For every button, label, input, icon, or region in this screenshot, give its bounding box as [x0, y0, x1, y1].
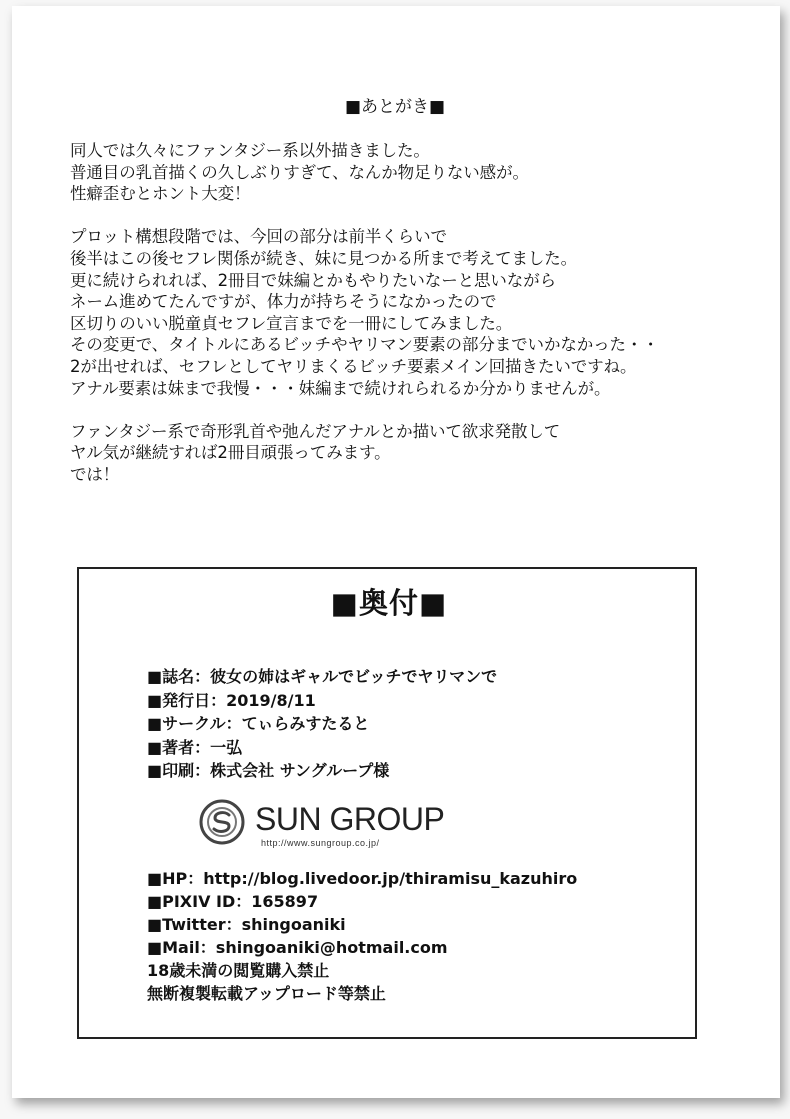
contact-hp: ■HP：http://blog.livedoor.jp/thiramisu_kazuhiro [147, 869, 578, 888]
contact-pixiv: ■PIXIV ID：165897 [147, 892, 319, 911]
afterword-line: 更に続けられれば、2冊目で妹編とかもやりたいなーと思いながら [70, 270, 556, 290]
contact-twitter: ■Twitter：shingoaniki [147, 915, 346, 934]
notice-age: 18歳未満の閲覧購入禁止 [147, 961, 330, 980]
afterword-title: ■あとがき■ [344, 97, 446, 117]
afterword-line: 区切りのいい脱童貞セフレ宣言までを一冊にしてみました。 [70, 313, 513, 333]
info-circle: ■サークル：てぃらみすたると [147, 714, 370, 733]
afterword-line: プロット構想段階では、今回の部分は前半くらいで [70, 227, 447, 247]
sun-group-logo-text: SUN GROUP [255, 801, 445, 837]
publication-info [147, 665, 497, 783]
contact-mail: ■Mail：shingoaniki@hotmail.com [147, 938, 448, 957]
afterword-body [70, 140, 750, 486]
info-author: ■著者：一弘 [147, 737, 243, 757]
afterword-line: 普通目の乳首描くの久しぶりすぎて、なんか物足りない感が。 [70, 162, 529, 182]
afterword-line: その変更で、タイトルにあるビッチやヤリマン要素の部分までいかなかった・・ [70, 335, 659, 355]
sun-group-logo-icon [199, 799, 245, 845]
afterword-line: ヤル気が継続すれば2冊目頑張ってみます。 [70, 443, 391, 463]
colophon-title: ■奥付■ [330, 586, 448, 620]
sun-group-url: http://www.sungroup.co.jp/ [261, 838, 380, 848]
notice-copyright: 無断複製転載アップロード等禁止 [147, 984, 386, 1003]
info-date: ■発行日：2019/8/11 [147, 690, 316, 710]
afterword-line: 同人では久々にファンタジー系以外描きました。 [70, 141, 430, 160]
contact-info [147, 867, 577, 1005]
afterword-line: 2が出せれば、セフレとしてヤリまくるビッチ要素メイン回描きたいですね。 [70, 356, 637, 376]
afterword-line: 後半はこの後セフレ関係が続き、妹に見つかる所まで考えてました。 [70, 248, 578, 268]
info-title: ■誌名：彼女の姉はギャルでビッチでヤリマンで [147, 667, 498, 686]
afterword-line: ネーム進めてたんですが、体力が持ちそうになかったので [70, 292, 497, 312]
colophon-box [77, 567, 697, 1039]
afterword-line: では！ [70, 464, 120, 484]
afterword-line: アナル要素は妹まで我慢・・・妹編まで続けれられるか分かりませんが。 [70, 378, 611, 398]
info-printer: ■印刷：株式会社 サングループ様 [147, 761, 390, 780]
sun-group-logo [199, 799, 519, 857]
afterword-line: ファンタジー系で奇形乳首や弛んだアナルとか描いて欲求発散して [70, 421, 561, 441]
afterword-line: 性癖歪むとホント大変！ [70, 184, 251, 204]
